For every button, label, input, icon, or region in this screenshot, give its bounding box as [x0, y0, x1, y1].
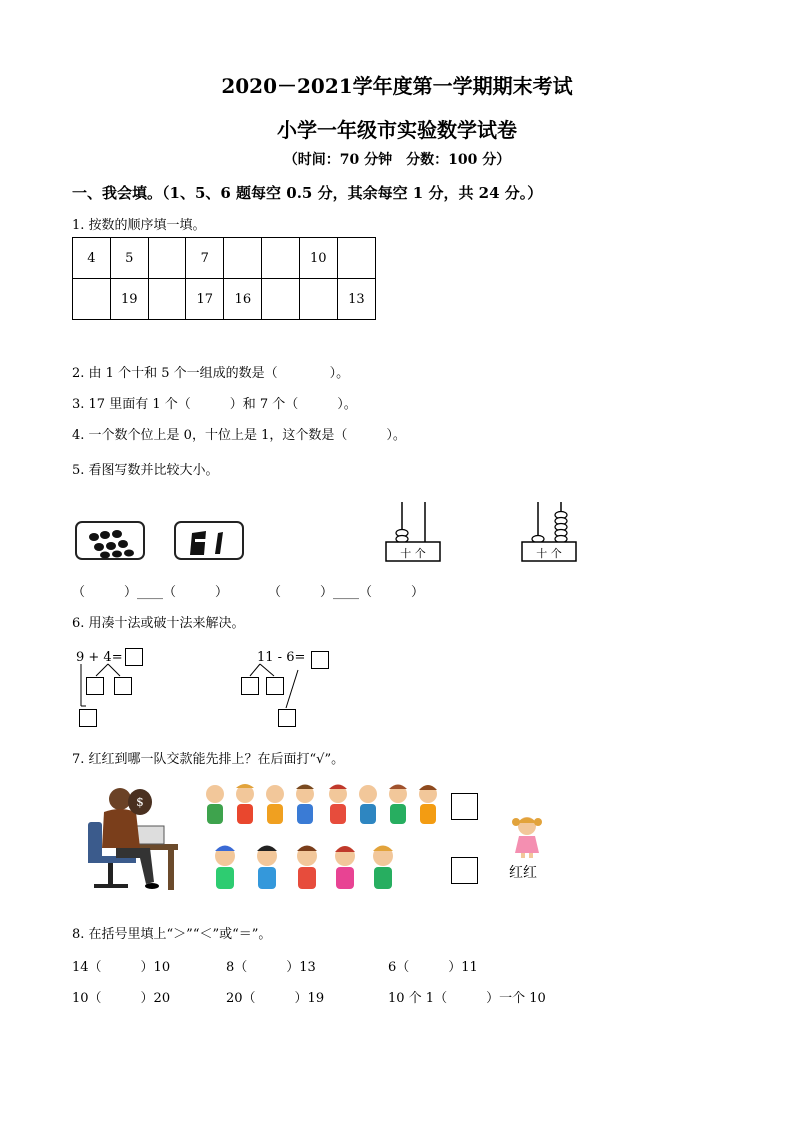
- table-row: [73, 279, 376, 320]
- compare-item[interactable]: 14（ ）10: [72, 960, 171, 975]
- expression-subtraction: 11 - 6=: [257, 650, 306, 665]
- table-row: [73, 238, 376, 279]
- queue-2-children-icon: [205, 842, 405, 894]
- table-cell[interactable]: 19: [110, 279, 148, 320]
- compare-item[interactable]: 10 个 1（ ）一个 10: [388, 991, 546, 1006]
- table-cell[interactable]: 17: [186, 279, 224, 320]
- table-cell[interactable]: [337, 238, 375, 279]
- number-sequence-table: [72, 237, 376, 320]
- girl-label: 红红: [509, 865, 537, 881]
- table-cell[interactable]: 4: [73, 238, 111, 279]
- split-box[interactable]: [114, 677, 132, 695]
- compare-item[interactable]: 8（ ）13: [226, 960, 316, 975]
- queue-1-children-icon: [200, 782, 445, 832]
- table-cell[interactable]: [148, 279, 185, 320]
- compare-item[interactable]: 10（ ）20: [72, 991, 171, 1006]
- queue-1-checkbox[interactable]: [451, 793, 478, 820]
- dots-icon: [77, 523, 147, 562]
- compare-item[interactable]: 6（ ）11: [388, 960, 478, 975]
- compare-answer-1[interactable]: （ ）____（ ）: [72, 585, 229, 600]
- question-3: 3. 17 里面有 1 个（ ）和 7 个（ ）。: [72, 397, 357, 412]
- split-box[interactable]: [241, 677, 259, 695]
- abacus-label: 十 个: [536, 547, 562, 560]
- table-cell[interactable]: 13: [337, 279, 375, 320]
- table-cell[interactable]: [73, 279, 111, 320]
- step-box[interactable]: [79, 709, 97, 727]
- table-cell[interactable]: [262, 238, 299, 279]
- step-box[interactable]: [278, 709, 296, 727]
- split-box[interactable]: [266, 677, 284, 695]
- table-cell[interactable]: [262, 279, 299, 320]
- question-5: 5. 看图写数并比较大小。: [72, 463, 219, 478]
- question-6: 6. 用凑十法或破十法来解决。: [72, 616, 245, 631]
- question-4: 4. 一个数个位上是 0，十位上是 1，这个数是（ ）。: [72, 428, 406, 443]
- question-1: 1. 按数的顺序填一填。: [72, 218, 206, 233]
- table-cell[interactable]: [148, 238, 185, 279]
- cashier-icon: [80, 782, 180, 894]
- compare-answer-2[interactable]: （ ）____（ ）: [268, 585, 425, 600]
- sticks-picture: [174, 521, 244, 560]
- exam-title: 2020－2021学年度第一学期期末考试: [221, 74, 573, 98]
- expression-addition: 9 + 4=: [76, 650, 123, 665]
- exam-meta: （时间：70 分钟 分数：100 分）: [283, 152, 511, 168]
- queue-2-checkbox[interactable]: [451, 857, 478, 884]
- table-cell[interactable]: [299, 279, 337, 320]
- table-cell[interactable]: 7: [186, 238, 224, 279]
- table-cell[interactable]: 16: [224, 279, 262, 320]
- question-7: 7. 红红到哪一队交款能先排上？在后面打“√”。: [72, 752, 345, 767]
- abacus-label: 十 个: [400, 547, 426, 560]
- section-heading: 一、我会填。（1、5、6 题每空 0.5 分，其余每空 1 分，共 24 分。）: [72, 184, 543, 202]
- compare-item[interactable]: 20（ ）19: [226, 991, 325, 1006]
- question-2: 2. 由 1 个十和 5 个一组成的数是（ ）。: [72, 366, 350, 381]
- table-cell[interactable]: [224, 238, 262, 279]
- table-cell[interactable]: 5: [110, 238, 148, 279]
- svg-text:$: $: [136, 795, 144, 809]
- question-8: 8. 在括号里填上“＞”“＜”或“＝”。: [72, 927, 272, 942]
- bundle-sticks-icon: [176, 523, 246, 562]
- split-box[interactable]: [86, 677, 104, 695]
- girl-icon: [510, 815, 544, 859]
- exam-subtitle: 小学一年级市实验数学试卷: [277, 118, 517, 142]
- dots-picture: [75, 521, 145, 560]
- table-cell[interactable]: 10: [299, 238, 337, 279]
